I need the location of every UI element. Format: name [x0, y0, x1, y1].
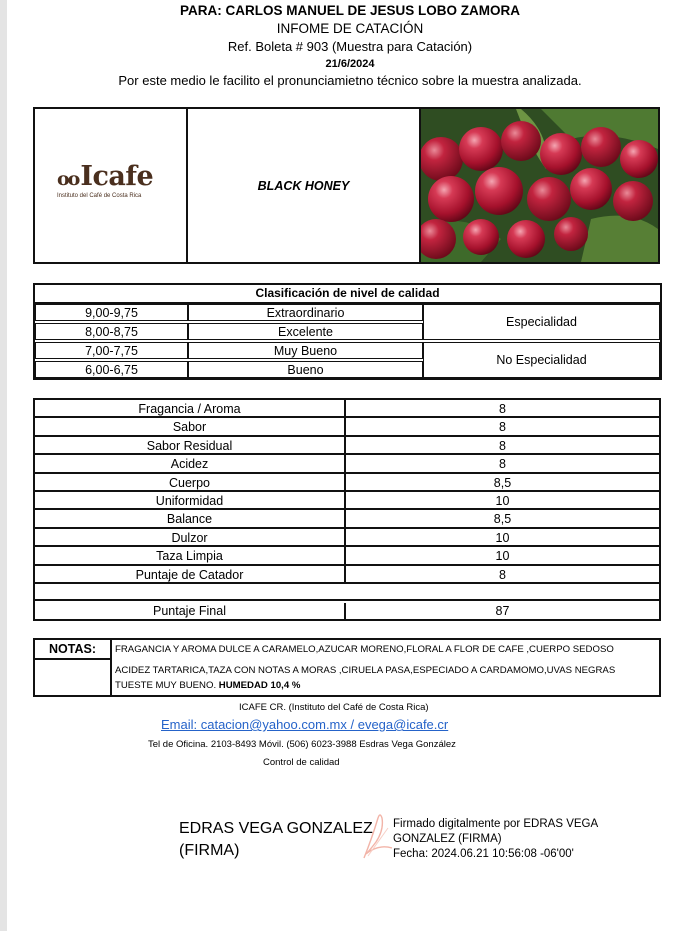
sample-header-box [33, 107, 660, 264]
reference-number: Ref. Boleta # 903 (Muestra para Catación) [227, 39, 473, 54]
signer-name [179, 818, 373, 862]
specialty-group: Especialidad [423, 304, 660, 340]
digital-signature-text [393, 817, 598, 862]
score-value: 8 [344, 437, 659, 455]
quality-label: Excelente [188, 323, 423, 340]
recipient-title: PARA: CARLOS MANUEL DE JESUS LOBO ZAMORA [179, 3, 520, 18]
score-label: Taza Limpia [156, 549, 223, 564]
quality-row [35, 361, 423, 378]
report-title: INFOME DE CATACIÓN [276, 21, 424, 36]
score-label: Puntaje Final [153, 604, 226, 618]
score-spacer-row [35, 584, 659, 601]
score-label: Fragancia / Aroma [138, 402, 241, 416]
page-edge [0, 0, 7, 931]
score-row [35, 474, 659, 492]
score-row [35, 418, 659, 436]
final-score-row [35, 603, 659, 619]
score-value: 8,5 [344, 510, 659, 528]
logo-word: Icafe [80, 161, 154, 192]
score-row [35, 510, 659, 528]
notes-line: FRAGANCIA Y AROMA DULCE A CARAMELO,AZUCAR MORENO,FLORAL A FLOR DE CAFE ,CUERPO SEDOSO [115, 644, 614, 655]
quality-range: 7,00-7,75 [35, 342, 188, 359]
quality-label: Extraordinario [188, 304, 423, 321]
score-row [35, 492, 659, 510]
coffee-cherries-photo [421, 109, 658, 262]
quality-label: Muy Bueno [188, 342, 423, 359]
logo-cell [35, 109, 188, 262]
icafe-logo [57, 163, 167, 199]
notes-line [115, 680, 300, 691]
score-value: 8 [344, 455, 659, 473]
score-row [35, 455, 659, 473]
score-value: 8 [344, 566, 659, 584]
signer-role-line: (FIRMA) [179, 842, 240, 859]
score-value: 10 [344, 547, 659, 565]
score-label: Sabor Residual [146, 438, 233, 453]
notes-divider [110, 658, 112, 695]
quality-row [35, 304, 423, 321]
score-value: 87 [344, 603, 659, 619]
score-value: 10 [344, 529, 659, 547]
notes-humidity: HUMEDAD 10,4 % [218, 680, 301, 691]
quality-row [35, 342, 423, 359]
quality-label: Bueno [188, 361, 423, 378]
quality-range: 9,00-9,75 [35, 304, 188, 321]
score-value: 8,5 [344, 474, 659, 492]
non-specialty-group: No Especialidad [423, 342, 660, 378]
quality-range: 6,00-6,75 [35, 361, 188, 378]
cupping-scores-table [33, 398, 661, 621]
score-label: Cuerpo [169, 475, 210, 490]
score-label: Dulzor [171, 530, 208, 545]
score-row [35, 529, 659, 547]
digital-signature-icon [358, 808, 398, 863]
report-date: 21/6/2024 [325, 58, 375, 70]
score-row [35, 400, 659, 418]
digital-signature-line: GONZALEZ (FIRMA) [393, 833, 502, 845]
score-value: 8 [344, 418, 659, 436]
coffee-cherries-image [421, 109, 658, 262]
score-label: Sabor [172, 420, 207, 435]
notes-line: ACIDEZ TARTARICA,TAZA CON NOTAS A MORAS ,CIRUELA PASA,ESPECIADO A CARDAMOMO,UVAS NEGRAS [115, 665, 616, 676]
quality-range: 8,00-8,75 [35, 323, 188, 340]
score-value: 10 [344, 492, 659, 510]
notes-roast: TUESTE MUY BUENO. [115, 680, 219, 691]
notes-box [33, 638, 661, 697]
email-link[interactable]: Email: catacion@yahoo.com.mx / evega@icafe.cr [161, 717, 449, 732]
sample-name: BLACK HONEY [188, 109, 421, 262]
score-label: Balance [166, 512, 213, 527]
signer-name-line: EDRAS VEGA GONZALEZ [179, 820, 373, 837]
quality-row [35, 323, 423, 340]
score-label: Puntaje de Catador [135, 567, 244, 582]
score-value: 8 [344, 400, 659, 418]
organization-name: ICAFE CR. (Instituto del Café de Costa Rica) [239, 702, 429, 713]
intro-text: Por este medio le facilito el pronunciamietno técnico sobre la muestra analizada. [118, 73, 582, 88]
logo-tagline: Instituto del Café de Costa Rica [57, 193, 142, 199]
office-phone: Tel de Oficina. 2103-8493 Móvil. (506) 6023-3988 Esdras Vega González [148, 739, 456, 750]
digital-signature-date: Fecha: 2024.06.21 10:56:08 -06'00' [393, 848, 574, 860]
coffee-beans-icon: oo [57, 168, 79, 190]
department: Control de calidad [263, 757, 340, 768]
score-label: Uniformidad [155, 494, 224, 508]
quality-table-title: Clasificación de nivel de calidad [35, 285, 660, 304]
score-label: Acidez [170, 457, 209, 472]
notes-label: NOTAS: [35, 640, 112, 660]
score-row [35, 547, 659, 565]
score-row [35, 566, 659, 584]
quality-classification-table [33, 283, 662, 380]
score-row [35, 437, 659, 455]
digital-signature-line: Firmado digitalmente por EDRAS VEGA [393, 818, 599, 830]
